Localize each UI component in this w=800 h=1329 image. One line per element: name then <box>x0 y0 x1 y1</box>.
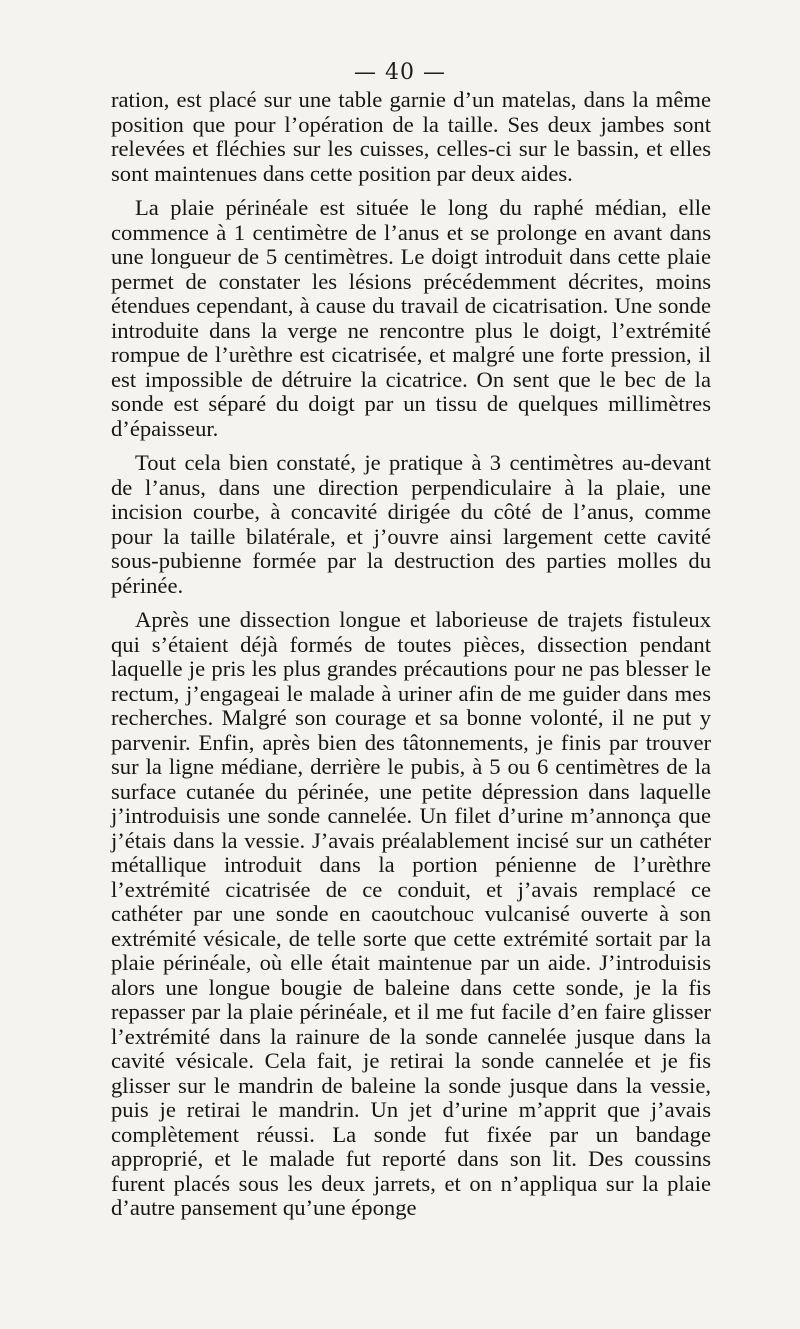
paragraph-incision: Tout cela bien constaté, je pratique à 3 centimètres au-devant de l’anus, dans une direction perpendiculaire à la plaie, une incision courbe, à concavité dirigée du côté de l’anus, comme pour la taille bilatérale, et j’ouvre ainsi largement cette cavité sous-pubienne formée par la destruction des parties molles du périnée. <box>111 450 711 598</box>
body-text <box>111 88 711 1221</box>
paragraph-continuation: ration, est placé sur une table garnie d’un matelas, dans la même position que pour l’opération de la taille. Ses deux jambes sont relevées et fléchies sur les cuisses, celles-ci sur le bassin, et elles sont maintenues dans cette position par deux aides. <box>111 87 711 186</box>
paragraph-perineal-wound: La plaie périnéale est située le long du raphé médian, elle commence à 1 centimètre de l’anus et se prolonge en avant dans une longueur de 5 centimètres. Le doigt introduit dans cette plaie permet de constater les lésions précédemment décrites, moins étendues cependant, à cause du travail de cicatrisation. Une sonde introduite dans la verge ne rencontre plus le doigt, l’extrémité rompue de l’urèthre est cicatrisée, et malgré une forte pression, il est impossible de détruire la cicatrice. On sent que le bec de la sonde est séparé du doigt par un tissu de quelques millimètres d’épaisseur. <box>111 195 711 441</box>
paragraph-dissection: Après une dissection longue et laborieuse de trajets fistuleux qui s’étaient déjà formés de toutes pièces, dissection pendant laquelle je pris les plus grandes précautions pour ne pas blesser le rectum, j’engageai le malade à uriner afin de me guider dans mes recherches. Malgré son courage et sa bonne volonté, il ne put y parvenir. Enfin, après bien des tâtonnements, je finis par trouver sur la ligne médiane, derrière le pubis, à 5 ou 6 centimètres de la surface cutanée du périnée, une petite dépression dans laquelle j’introduisis une sonde cannelée. Un filet d’urine m’annonça que j’étais dans la vessie. J’avais préalablement incisé sur un cathéter métallique introduit dans la portion pénienne de l’urèthre l’extrémité cicatrisée de ce conduit, et j’avais remplacé ce cathéter par une sonde en caoutchouc vulcanisé ouverte à son extrémité vésicale, de telle sorte que cette extrémité sortait par la plaie périnéale, où elle était maintenue par un aide. J’introduisis alors une longue bougie de baleine dans cette sonde, je la fis repasser par la plaie périnéale, et il me fut facile d’en faire glisser l’extrémité dans la rainure de la sonde cannelée jusque dans la cavité vésicale. Cela fait, je retirai la sonde cannelée et je fis glisser sur le mandrin de baleine la sonde jusque dans la vessie, puis je retirai le mandrin. Un jet d’urine m’apprit que j’avais complètement réussi. La sonde fut fixée par un bandage approprié, et le malade fut reporté dans son lit. Des coussins furent placés sous les deux jarrets, et on n’appliqua sur la plaie d’autre pansement qu’une éponge <box>111 607 711 1220</box>
page-number: — 40 — <box>354 60 446 85</box>
